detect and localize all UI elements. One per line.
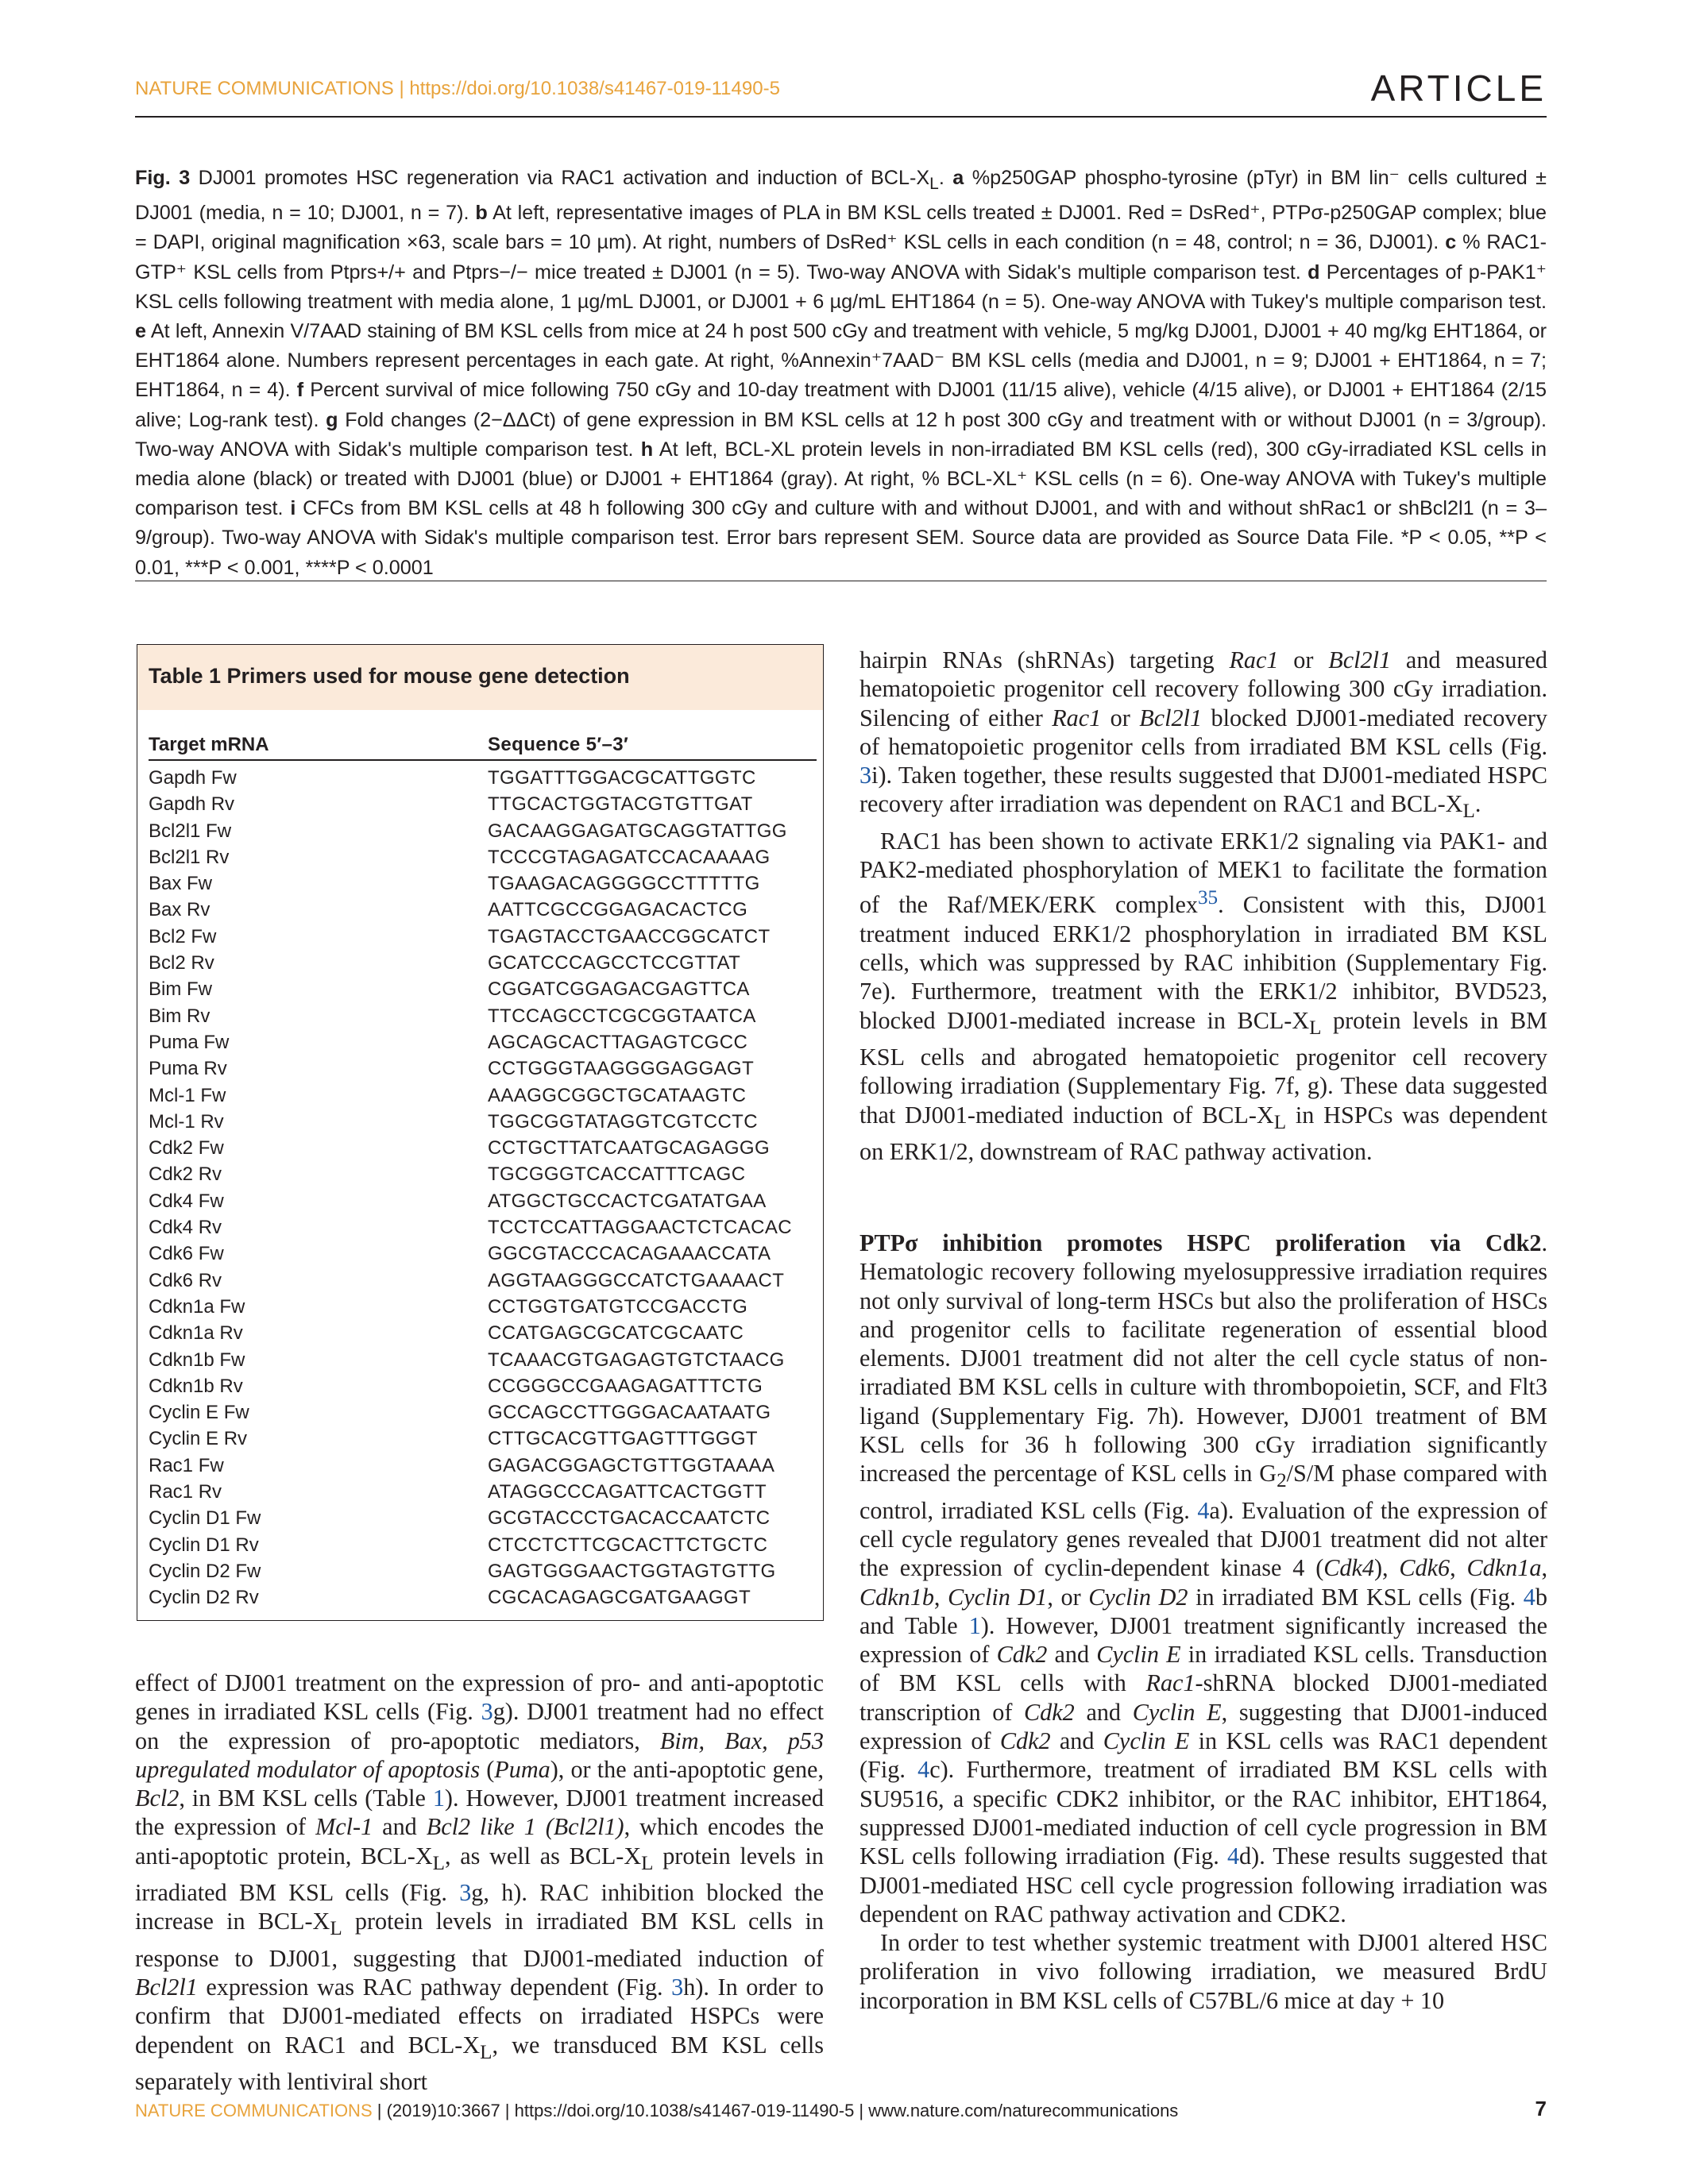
caption-label: Fig. 3 [135, 167, 191, 189]
target-mrna-cell: Bim Fw [149, 978, 212, 1001]
table-body [149, 765, 817, 1611]
target-mrna-cell: Cdkn1b Rv [149, 1375, 243, 1397]
table-row [149, 765, 817, 791]
target-mrna-cell: Cyclin D1 Fw [149, 1507, 261, 1530]
target-mrna-cell: Gapdh Fw [149, 767, 237, 789]
table-ref-link[interactable]: 1 [432, 1785, 445, 1812]
figure-ref-link[interactable]: 4 [1523, 1583, 1535, 1611]
sequence-cell: TCAAACGTGAGAGTGTCTAACG [488, 1349, 785, 1371]
target-mrna-cell: Mcl-1 Rv [149, 1110, 224, 1133]
panel-e-text: At left, Annexin V/7AAD staining of BM KSL cells from mice at 24 h post 500 cGy and treatment with vehicle, 5 mg/kg DJ001, DJ001 + 40 mg/kg EHT1864, or EHT1864 alone. Numbers represent percentages in each gate. At right, %Annexin⁺7AAD⁻ BM KSL cells (media and DJ001, n = 9; DJ001 + EHT1864, n = 7; EHT1864, n = 4). [135, 320, 1547, 402]
figure-ref-link[interactable]: 3 [671, 1974, 684, 2001]
target-mrna-cell: Cyclin D2 Fw [149, 1560, 261, 1582]
panel-h-label: h [640, 438, 654, 461]
section-heading: PTPσ inhibition promotes HSPC proliferation via Cdk2 [859, 1229, 1542, 1256]
panel-g-label: g [326, 408, 338, 431]
table-row [149, 1082, 817, 1109]
table-row [149, 1532, 817, 1558]
panel-f-text: Percent survival of mice following 750 cGy and 10-day treatment with DJ001 (11/15 alive), vehicle (4/15 alive), or DJ001 + EHT1864 (2/15 alive; Log-rank test). [135, 379, 1547, 431]
table-row [149, 1399, 817, 1426]
sequence-cell: CCTGCTTATCAATGCAGAGGG [488, 1137, 771, 1160]
panel-f-label: f [296, 379, 304, 402]
table-row [149, 1029, 817, 1055]
sequence-cell: AAAGGCGGCTGCATAAGTC [488, 1084, 747, 1106]
target-mrna-cell: Cdkn1a Rv [149, 1322, 243, 1345]
sequence-cell: TGCGGGTCACCATTTCAGC [488, 1163, 746, 1186]
target-mrna-cell: Cyclin E Rv [149, 1428, 248, 1450]
sequence-cell: GAGTGGGAACTGGTAGTGTTG [488, 1560, 776, 1582]
table-row [149, 1055, 817, 1082]
table-row [149, 818, 817, 844]
sequence-cell: TGGATTTGGACGCATTGGTC [488, 767, 756, 789]
panel-b-text: At left, representative images of PLA in BM KSL cells treated ± DJ001. Red = DsRed⁺, PTPσ-p250GAP complex; blue = DAPI, original magnification ×63, scale bars = 10 µm). At right, numbers of DsRed⁺ KSL cells in each condition (n = 48, control; n = 36, DJ001). [135, 202, 1547, 254]
panel-c-text: % RAC1-GTP⁺ KSL cells from Ptprs+/+ and Ptprs−/− mice treated ± DJ001 (n = 5). Two-way ANOVA with Sidak's multiple comparison test. [135, 231, 1547, 284]
sequence-cell: TTCCAGCCTCGCGGTAATCA [488, 1005, 756, 1027]
sequence-cell: CCGGGCCGAAGAGATTTCTG [488, 1375, 763, 1397]
panel-e-label: e [135, 320, 147, 343]
panel-h-text: At left, BCL-XL protein levels in non-irradiated BM KSL cells (red), 300 cGy-irradiated KSL cells in media alone (black) or treated with DJ001 (blue) or DJ001 + EHT1864 (gray). At right, % BCL-XL⁺ KSL cells (n = 6). One-way ANOVA with Tukey's multiple comparison test. [135, 438, 1547, 520]
table-row [149, 1347, 817, 1373]
panel-i-label: i [290, 497, 296, 520]
sequence-cell: CGCACAGAGCGATGAAGGT [488, 1587, 751, 1609]
table-row [149, 950, 817, 976]
target-mrna-cell: Cyclin E Fw [149, 1402, 249, 1424]
right-column-upper-text [859, 646, 1547, 1166]
article-label: ARTICLE [1370, 68, 1547, 109]
table-row [149, 1373, 817, 1399]
table-row [149, 1268, 817, 1294]
sequence-cell: CCTGGTGATGTCCGACCTG [488, 1295, 748, 1318]
table-header-row [149, 726, 817, 761]
table-row [149, 870, 817, 897]
panel-b-label: b [475, 202, 488, 225]
right-column-lower-text [859, 1229, 1547, 2015]
panel-i-text: CFCs from BM KSL cells at 48 h following 300 cGy and culture with and without DJ001, and with and without shRac1 or shBcl2l1 (n = 3–9/group). Two-way ANOVA with Sidak's multiple comparison test. Error bars represent SEM. Source data are provided as Source Data File. *P < 0.05, **P < 0.01, ***P < 0.001, ****P < 0.0001 [135, 497, 1547, 579]
sequence-cell: GACAAGGAGATGCAGGTATTGG [488, 820, 787, 842]
sequence-cell: TGAAGACAGGGGCCTTTTTG [488, 873, 760, 895]
panel-a-text: %p250GAP phospho-tyrosine (pTyr) in BM lin⁻ cells cultured ± DJ001 (media, n = 10; DJ001, n = 7). [135, 167, 1547, 225]
table-ref-link[interactable]: 1 [968, 1611, 981, 1639]
sequence-cell: GCCAGCCTTGGGACAATAATG [488, 1402, 771, 1424]
figure-caption: Fig. 3 DJ001 promotes HSC regeneration via RAC1 activation and induction of BCL-$X_L$. a %p250GAP phospho-tyrosine (pTyr) in BM lin⁻ cells cultured ± DJ001 (media, n = 10; DJ001, n = 7). b At left, representative images of PLA in BM KSL cells treated ± DJ001. Red = DsRed⁺, PTPσ-p250GAP complex; blue = DAPI, original magnification ×63, scale bars = 10 µm). At right, numbers of DsRed⁺ KSL cells in each condition (n = 48, control; n = 36, DJ001). c % RAC1-GTP⁺ KSL cells from Ptprs+/+ and Ptprs−/− mice treated ± DJ001 (n = 5). Two-way ANOVA with Sidak's multiple comparison test. d Percentages of p-PAK1⁺ KSL cells following treatment with media alone, 1 µg/mL DJ001, or DJ001 + 6 µg/mL EHT1864 (n = 5). One-way ANOVA with Tukey's multiple comparison test. e At left, Annexin V/7AAD staining of BM KSL cells from mice at 24 h post 500 cGy and treatment with vehicle, 5 mg/kg DJ001, DJ001 + 40 mg/kg EHT1864, or EHT1864 alone. Numbers represent percentages in each gate. At right, %Annexin⁺7AAD⁻ BM KSL cells (media and DJ001, n = 9; DJ001 + EHT1864, n = 7; EHT1864, n = 4). f Percent survival of mice following 750 cGy and 10-day treatment with DJ001 (11/15 alive), vehicle (4/15 alive), or DJ001 + EHT1864 (2/15 alive; Log-rank test). g Fold changes (2−ΔΔCt) of gene expression in BM KSL cells at 12 h post 300 cGy and treatment with or without DJ001 (n = 3/group). Two-way ANOVA with Sidak's multiple comparison test. h At left, BCL-XL protein levels in non-irradiated BM KSL cells (red), 300 cGy-irradiated KSL cells in media alone (black) or treated with DJ001 (blue) or DJ001 + EHT1864 (gray). At right, % BCL-XL⁺ KSL cells (n = 6). One-way ANOVA with Tukey's multiple comparison test. i CFCs from BM KSL cells at 48 h following 300 cGy and culture with and without DJ001, and with and without shRac1 or shBcl2l1 (n = 3–9/group). Two-way ANOVA with Sidak's multiple comparison test. Error bars represent SEM. Source data are provided as Source Data File. *P < 0.05, **P < 0.01, ***P < 0.001, ****P < 0.0001 [135, 167, 1547, 579]
figure-ref-link[interactable]: 3 [859, 762, 872, 789]
sequence-cell: CGGATCGGAGACGAGTTCA [488, 978, 750, 1001]
target-mrna-cell: Cdk4 Fw [149, 1190, 224, 1212]
table-row [149, 1453, 817, 1479]
sequence-cell: GAGACGGAGCTGTTGGTAAAA [488, 1454, 775, 1476]
table-row [149, 1294, 817, 1320]
target-mrna-cell: Cdk6 Fw [149, 1243, 224, 1265]
table-row [149, 844, 817, 870]
sequence-cell: CCATGAGCGCATCGCAATC [488, 1322, 744, 1345]
table-row [149, 1161, 817, 1187]
reference-link[interactable]: 35 [1197, 887, 1219, 909]
table-row [149, 791, 817, 817]
target-mrna-cell: Bcl2 Rv [149, 952, 214, 974]
target-mrna-cell: Bax Fw [149, 873, 213, 895]
table-row [149, 897, 817, 923]
table-row [149, 1320, 817, 1346]
sequence-cell: ATAGGCCCAGATTCACTGGTT [488, 1481, 767, 1503]
left-column-text [135, 1669, 824, 2096]
sequence-cell: AATTCGCCGGAGACACTCG [488, 899, 748, 921]
sequence-cell: TTGCACTGGTACGTGTTGAT [488, 793, 753, 816]
sequence-cell: GCGTACCCTGACACCAATCTC [488, 1507, 771, 1530]
target-mrna-cell: Cdk4 Rv [149, 1217, 222, 1239]
sequence-cell: TCCTCCATTAGGAACTCTCACAC [488, 1217, 792, 1239]
sequence-cell: CTTGCACGTTGAGTTTGGGT [488, 1428, 758, 1450]
table-row [149, 1003, 817, 1029]
target-mrna-cell: Cyclin D1 Rv [149, 1534, 259, 1556]
caption-title: DJ001 promotes HSC regeneration via RAC1 activation and induction of BCL-X [198, 167, 930, 189]
table-header-target: Target mRNA [149, 734, 269, 755]
figure-ref-link[interactable]: 4 [1197, 1496, 1210, 1524]
table-row [149, 1188, 817, 1214]
target-mrna-cell: Gapdh Rv [149, 793, 235, 816]
sequence-cell: CCTGGGTAAGGGGAGGAGT [488, 1058, 755, 1080]
target-mrna-cell: Mcl-1 Fw [149, 1084, 226, 1106]
figure-ref-link[interactable]: 4 [1226, 1843, 1240, 1870]
panel-d-label: d [1308, 260, 1320, 284]
table-title: Table 1 Primers used for mouse gene detection [137, 645, 823, 710]
figure-ref-link[interactable]: 3 [481, 1698, 493, 1726]
target-mrna-cell: Bcl2l1 Fw [149, 820, 232, 842]
sequence-cell: GCATCCCAGCCTCCGTTAT [488, 952, 741, 974]
panel-g-text: Fold changes (2−ΔΔCt) of gene expression in BM KSL cells at 12 h post 300 cGy and treatment with or without DJ001 (n = 3/group). Two-way ANOVA with Sidak's multiple comparison test. [135, 408, 1547, 461]
target-mrna-cell: Cdk6 Rv [149, 1269, 222, 1291]
paragraph: In order to test whether systemic treatment with DJ001 altered HSC proliferation in vivo following irradiation, we measured BrdU incorporation in BM KSL cells of C57BL/6 mice at day + 10 [859, 1929, 1547, 2014]
target-mrna-cell: Cdkn1b Fw [149, 1349, 245, 1371]
panel-c-label: c [1445, 231, 1457, 254]
target-mrna-cell: Bax Rv [149, 899, 211, 921]
table-row [149, 1109, 817, 1135]
primer-table [137, 644, 824, 1621]
sequence-cell: GGCGTACCCACAGAAACCATA [488, 1243, 771, 1265]
figure-ref-link[interactable]: 4 [917, 1756, 930, 1784]
target-mrna-cell: Cyclin D2 Rv [149, 1587, 259, 1609]
sequence-cell: TGGCGGTATAGGTCGTCCTC [488, 1110, 758, 1133]
target-mrna-cell: Puma Rv [149, 1058, 227, 1080]
page-number: 7 [1535, 2097, 1547, 2120]
target-mrna-cell: Cdk2 Rv [149, 1163, 222, 1186]
target-mrna-cell: Bim Rv [149, 1005, 211, 1027]
paragraph: RAC1 has been shown to activate ERK1/2 signaling via PAK1- and PAK2-mediated phosphorylation of MEK1 to facilitate the formation of the Raf/MEK/ERK complex$^{35}$. Consistent with this, DJ001 treatment induced ERK1/2 phosphorylation in irradiated BM KSL cells, which was suppressed by RAC inhibition (Supplementary Fig. 7e). Furthermore, treatment with the ERK1/2 inhibitor, BVD523, blocked DJ001-mediated increase in BCL-$X_L$ protein levels in BM KSL cells and abrogated hematopoietic progenitor cell recovery following irradiation (Supplementary Fig. 7f, g). These data suggested that DJ001-mediated induction of BCL-$X_L$ in HSPCs was dependent on ERK1/2, downstream of RAC pathway activation. [859, 827, 1547, 1165]
paragraph: PTPσ inhibition promotes HSPC proliferation via Cdk2. Hematologic recovery following myelosuppressive irradiation requires not only survival of long-term HSCs but also the proliferation of HSCs and progenitor cells to facilitate regeneration of essential blood elements. DJ001 treatment did not alter the cell cycle status of non-irradiated BM KSL cells in culture with thrombopoietin, SCF, and Flt3 ligand (Supplementary Fig. 7h). However, DJ001 treatment of BM KSL cells for 36 h following 300 cGy irradiation significantly increased the percentage of KSL cells in $G_2/S/M$ phase compared with control, irradiated KSL cells (Fig. 4a). Evaluation of the expression of cell cycle regulatory genes revealed that DJ001 treatment did not alter the expression of cyclin-dependent kinase 4 (Cdk4), Cdk6, Cdkn1a, Cdkn1b, Cyclin D1, or Cyclin D2 in irradiated BM KSL cells (Fig. 4b and Table 1). However, DJ001 treatment significantly increased the expression of Cdk2 and Cyclin E in irradiated KSL cells. Transduction of BM KSL cells with Rac1-shRNA blocked DJ001-mediated transcription of Cdk2 and Cyclin E, suggesting that DJ001-induced expression of Cdk2 and Cyclin E in KSL cells was RAC1 dependent (Fig. 4c). Furthermore, treatment of irradiated BM KSL cells with SU9516, a specific CDK2 inhibitor, or the RAC inhibitor, EHT1864, suppressed DJ001-mediated induction of cell cycle progression in BM KSL cells following irradiation (Fig. 4d). These results suggested that DJ001-mediated HSC cell cycle progression following irradiation was dependent on RAC pathway activation and CDK2. [859, 1229, 1548, 1927]
header-divider [135, 116, 1547, 118]
sequence-cell: AGCAGCACTTAGAGTCGCC [488, 1031, 748, 1053]
table-row [149, 1558, 817, 1584]
table-row [149, 1479, 817, 1505]
table-row [149, 976, 817, 1002]
table-row [149, 1135, 817, 1161]
table-header-sequence: Sequence 5′–3′ [488, 734, 629, 755]
sequence-cell: CTCCTCTTCGCACTTCTGCTC [488, 1534, 768, 1556]
table-row [149, 1214, 817, 1241]
sequence-cell: TGAGTACCTGAACCGGCATCT [488, 925, 771, 947]
table-row [149, 1426, 817, 1452]
footer-journal: NATURE COMMUNICATIONS [135, 2101, 373, 2120]
target-mrna-cell: Rac1 Fw [149, 1454, 224, 1476]
sequence-cell: TCCCGTAGAGATCCACAAAAG [488, 846, 771, 868]
journal-doi-header[interactable]: NATURE COMMUNICATIONS | https://doi.org/10.1038/s41467-019-11490-5 [135, 78, 780, 99]
panel-a-label: a [952, 167, 964, 189]
caption-title-subscript: L [929, 175, 939, 194]
table-row [149, 1584, 817, 1611]
target-mrna-cell: Bcl2 Fw [149, 925, 217, 947]
sequence-cell: AGGTAAGGGCCATCTGAAAACT [488, 1269, 785, 1291]
footer-citation[interactable]: | (2019)10:3667 | https://doi.org/10.1038/s41467-019-11490-5 | www.nature.com/naturecommunications [372, 2101, 1179, 2120]
table-row [149, 1241, 817, 1267]
target-mrna-cell: Bcl2l1 Rv [149, 846, 230, 868]
target-mrna-cell: Cdk2 Fw [149, 1137, 224, 1160]
target-mrna-cell: Puma Fw [149, 1031, 230, 1053]
table-row [149, 924, 817, 950]
page-footer [135, 2101, 1178, 2121]
sequence-cell: ATGGCTGCCACTCGATATGAA [488, 1190, 767, 1212]
paragraph: hairpin RNAs (shRNAs) targeting Rac1 or Bcl2l1 and measured hematopoietic progenitor cell recovery following 300 cGy irradiation. Silencing of either Rac1 or Bcl2l1 blocked DJ001-mediated recovery of hematopoietic progenitor cells from irradiated BM KSL cells (Fig. 3i). Taken together, these results suggested that DJ001-mediated HSPC recovery after irradiation was dependent on RAC1 and BCL-$X_L$. [859, 646, 1547, 823]
panel-d-text: Percentages of p-PAK1⁺ KSL cells following treatment with media alone, 1 µg/mL DJ001, or DJ001 + 6 µg/mL EHT1864 (n = 5). One-way ANOVA with Tukey's multiple comparison test. [135, 260, 1547, 313]
table-row [149, 1505, 817, 1531]
target-mrna-cell: Cdkn1a Fw [149, 1295, 245, 1318]
figure-ref-link[interactable]: 3 [459, 1879, 472, 1907]
paragraph: effect of DJ001 treatment on the expression of pro- and anti-apoptotic genes in irradiated KSL cells (Fig. 3g). DJ001 treatment had no effect on the expression of pro-apoptotic mediators, Bim, Bax, p53 upregulated modulator of apoptosis (Puma), or the anti-apoptotic gene, Bcl2, in BM KSL cells (Table 1). However, DJ001 treatment increased the expression of Mcl-1 and Bcl2 like 1 (Bcl2l1), which encodes the anti-apoptotic protein, BCL-$X_L$, as well as BCL-$X_L$ protein levels in irradiated BM KSL cells (Fig. 3g, h). RAC inhibition blocked the increase in BCL-$X_L$ protein levels in irradiated BM KSL cells in response to DJ001, suggesting that DJ001-mediated induction of Bcl2l1 expression was RAC pathway dependent (Fig. 3h). In order to confirm that DJ001-mediated effects on irradiated HSPCs were dependent on RAC1 and BCL-$X_L$, we transduced BM KSL cells separately with lentiviral short [135, 1669, 825, 2095]
target-mrna-cell: Rac1 Rv [149, 1481, 222, 1503]
